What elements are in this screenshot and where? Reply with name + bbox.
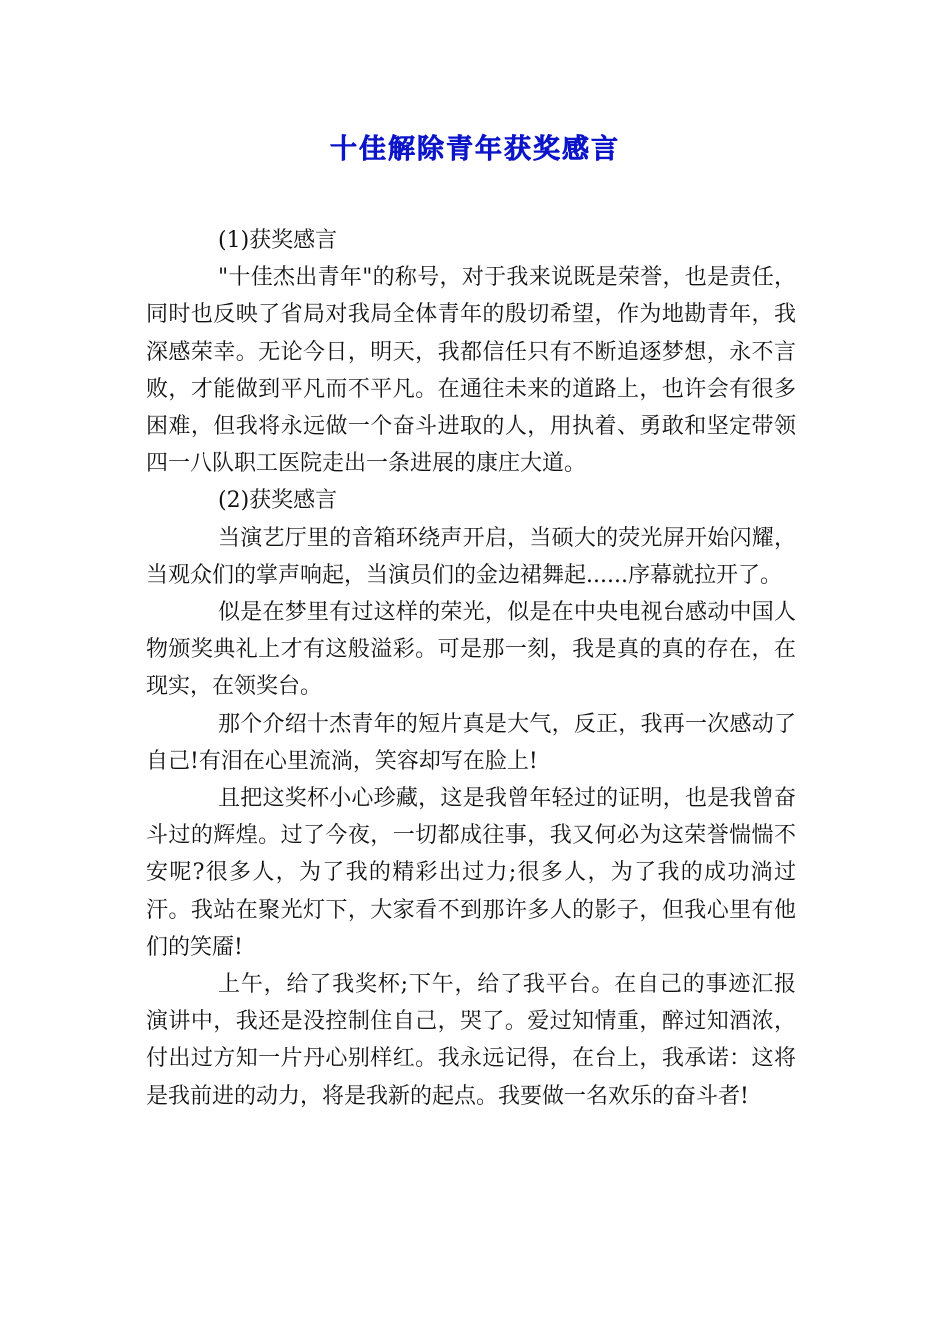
paragraph: "十佳杰出青年"的称号，对于我来说既是荣誉，也是责任，同时也反映了省局对我局全体青年的殷切希望，作为地勘青年，我深感荣幸。无论今日，明天，我都信任只有不断追逐梦想，永不言败，才能做到平凡而不平凡。在通往未来的道路上，也许会有很多困难，但我将永远做一个奋斗进取的人，用执着、勇敢和坚定带领四一八队职工医院走出一条进展的康庄大道。 [146,265,796,477]
paragraph: 上午，给了我奖杯;下午，给了我平台。在自己的事迹汇报演讲中，我还是没控制住自己，哭了。爱过知情重，醉过知酒浓，付出过方知一片丹心别样红。我永远记得，在台上，我承诺：这将是我前进的动力，将是我新的起点。我要做一名欢乐的奋斗者! [146,972,796,1109]
paragraph: 似是在梦里有过这样的荣光，似是在中央电视台感动中国人物颁奖典礼上才有这般溢彩。可是那一刻，我是真的真的存在，在现实，在领奖台。 [146,600,796,700]
document-title: 十佳解除青年获奖感言 [330,134,620,165]
paragraph: 那个介绍十杰青年的短片真是大气，反正，我再一次感动了自己!有泪在心里流淌，笑容却写在脸上! [146,711,796,774]
paragraph: 当演艺厅里的音箱环绕声开启，当硕大的荧光屏开始闪耀，当观众们的掌声响起，当演员们的金边裙舞起......序幕就拉开了。 [146,525,796,588]
section-heading-1: (1)获奖感言 [218,228,338,253]
section-heading-2: (2)获奖感言 [218,488,338,514]
document-body [146,222,796,1115]
paragraph: 且把这奖杯小心珍藏，这是我曾年轻过的证明，也是我曾奋斗过的辉煌。过了今夜，一切都成往事，我又何必为这荣誉惴惴不安呢?很多人，为了我的精彩出过力;很多人，为了我的成功淌过汗。我站在聚光灯下，大家看不到那许多人的影子，但我心里有他们的笑靥! [146,786,796,960]
